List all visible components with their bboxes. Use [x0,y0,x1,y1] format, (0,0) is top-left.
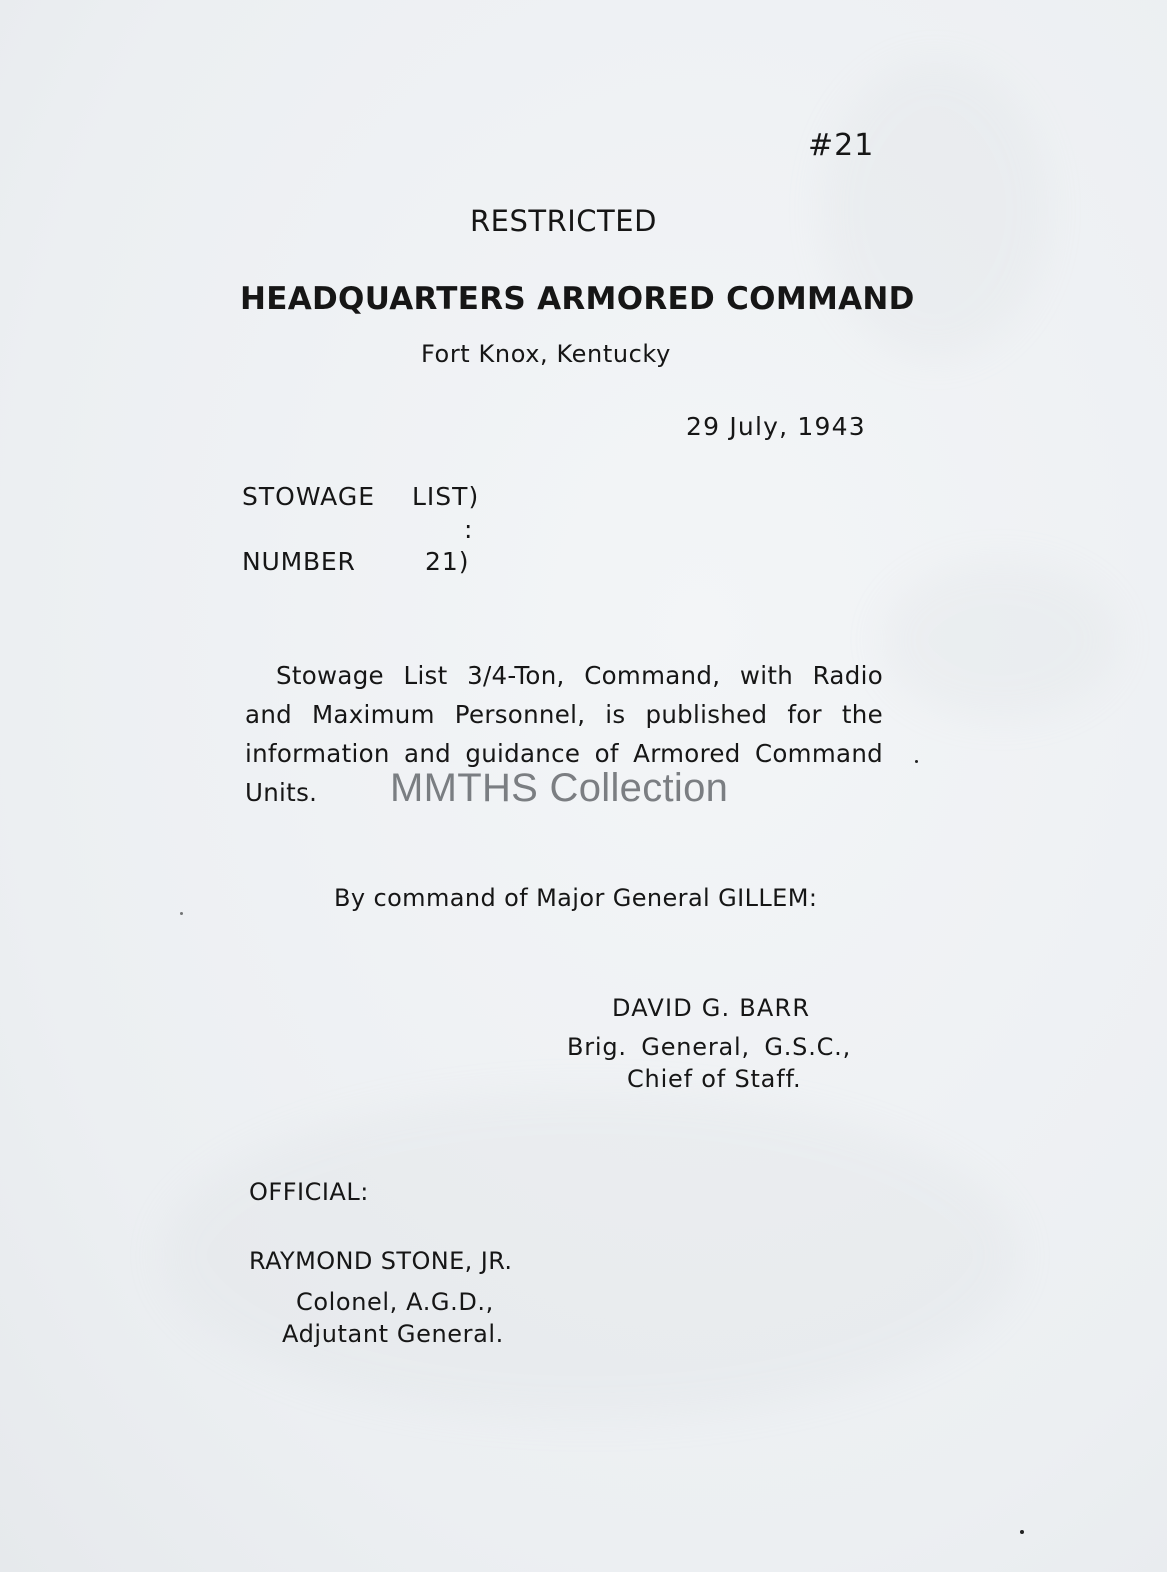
official-name: RAYMOND STONE, JR. [249,1247,513,1275]
official-rank: Colonel, A.G.D., [296,1288,494,1316]
stowage-list-label: STOWAGE [242,482,376,511]
stowage-list-colon: : [464,515,473,544]
signatory-title: Chief of Staff. [627,1065,802,1093]
classification-heading: RESTRICTED [470,204,657,238]
official-title: Adjutant General. [282,1320,504,1348]
paper-speck [915,760,918,763]
collection-watermark: MMTHS Collection [390,766,729,810]
signatory-rank: Brig. General, G.S.C., [567,1033,852,1061]
stowage-number-value: 21) [425,547,470,576]
document-number: #21 [808,128,875,163]
signatory-name: DAVID G. BARR [612,994,811,1022]
paper-speck [180,912,183,915]
stowage-list-value: LIST) [412,482,480,511]
document-date: 29 July, 1943 [686,412,866,441]
issuer-title: HEADQUARTERS ARMORED COMMAND [240,281,915,317]
official-heading: OFFICIAL: [249,1178,369,1206]
bleed-through-shadow [880,560,1120,720]
stowage-number-label: NUMBER [242,547,356,576]
command-line: By command of Major General GILLEM: [334,884,818,912]
issuer-location: Fort Knox, Kentucky [421,340,671,368]
body-paragraph: Stowage List 3/4-Ton, Command, with Radio and Maximum Personnel, is published for the information and guidance of Armored Command Units. [245,661,883,807]
paper-speck [1020,1530,1024,1534]
